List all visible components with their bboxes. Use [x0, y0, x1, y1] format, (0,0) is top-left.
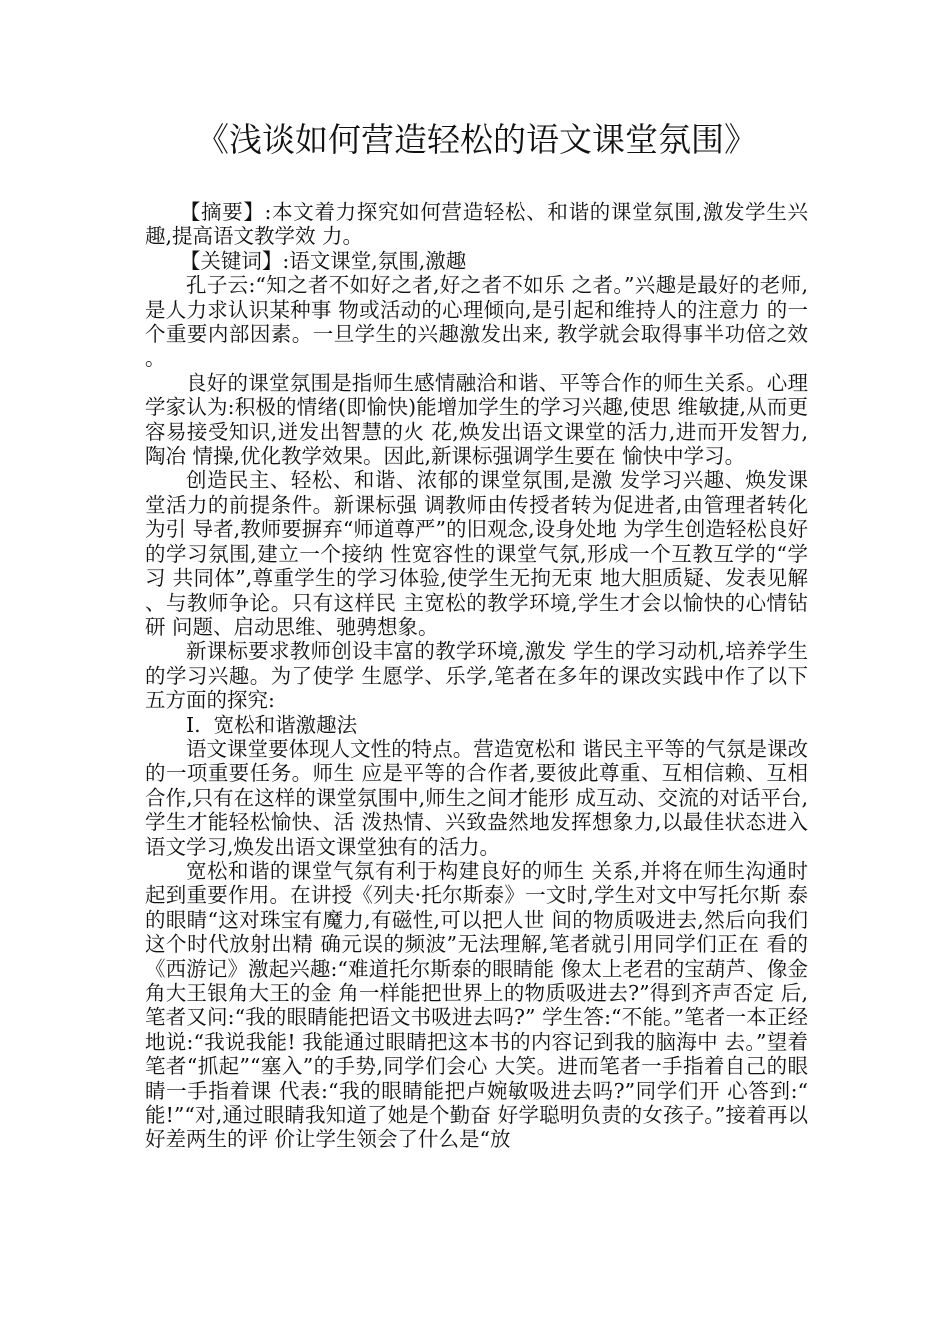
section-heading: I. 宽松和谐激趣法 [186, 712, 358, 737]
body-paragraph: 良好的课堂氛围是指师生感情融洽和谐、平等合作的师生关系。心理学家认为:积极的情绪(即愉快)能增加学生的学习兴趣,使思 维敏捷,从而更容易接受知识,迸发出智慧的火 花,焕发出语文课堂的活力,进而开发智力,陶冶 情操,优化教学效果。因此,新课标强调学生要在 愉快中学习。 [145, 370, 808, 469]
section-paragraph: 语文课堂要体现人文性的特点。营造宽松和 谐民主平等的气氛是课改的一项重要任务。师生 应是平等的合作者,要彼此尊重、互相信赖、互相 合作,只有在这样的课堂氛围中,师生之间才能形 成互动、交流的对话平台,学生才能轻松愉快、活 泼热情、兴致盎然地发挥想象力,以最佳状态进入 语文学习,焕发出语文课堂独有的活力。 [145, 736, 808, 859]
body-paragraph: 新课标要求教师创设丰富的教学环境,激发 学生的学习动机,培养学生的学习兴趣。为了使学 生愿学、乐学,笔者在多年的课改实践中作了以下 五方面的探究: [145, 639, 808, 713]
document-title: 《浅谈如何营造轻松的语文课堂氛围》 [196, 120, 757, 159]
keywords-paragraph: 【关键词】:语文课堂,氛围,激趣 [179, 248, 467, 273]
body-paragraph: 孔子云:“知之者不如好之者,好之者不如乐 之者。”兴趣是最好的老师,是人力求认识某种事 物或活动的心理倾向,是引起和维持人的注意力 的一个重要内部因素。一旦学生的兴趣激发出来, 教学就会取得事半功倍之效。 [145, 273, 808, 371]
section-paragraph: 宽松和谐的课堂气氛有利于构建良好的师生 关系,并将在师生沟通时起到重要作用。在讲授《列夫·托尔斯泰》一文时,学生对文中写托尔斯 泰的眼睛“这对珠宝有魔力,有磁性,可以把人世 间的物质吸进去,然后向我们这个时代放射出精 确元误的频波”无法理解,笔者就引用同学们正在 看的《西游记》激起兴趣:“难道托尔斯泰的眼睛能 像太上老君的宝葫芦、像金角大王银角大王的金 角一样能把世界上的物质吸进去?”得到齐声否定 后,笔者又问:“我的眼睛能把语文书吸进去吗?” 学生答:“不能。”笔者一本正经地说:“我说我能! 我能通过眼睛把这本书的内容记到我的脑海中 去。”望着笔者“抓起”“塞入”的手势,同学们会心 大笑。进而笔者一手指着自己的眼睛一手指着课 代表:“我的眼睛能把卢婉敏吸进去吗?”同学们开 心答到:“能!”“对,通过眼睛我知道了她是个勤奋 好学聪明负责的女孩子。”接着再以好差两生的评 价让学生领会了什么是“放 [145, 858, 808, 1152]
body-paragraph: 创造民主、轻松、和谐、浓郁的课堂氛围,是激 发学习兴趣、焕发课堂活力的前提条件。新课标强 调教师由传授者转为促进者,由管理者转化为引 导者,教师要摒弃“师道尊严”的旧观念,设身处地 为学生创造轻松良好的学习氛围,建立一个接纳 性宽容性的课堂气氛,形成一个互教互学的“学习 共同体”,尊重学生的学习体验,使学生无拘无束 地大胆质疑、发表见解、与教师争论。只有这样民 主宽松的教学环境,学生才会以愉快的心情钻研 问题、启动思维、驰骋想象。 [145, 468, 808, 639]
document-page [145, 118, 808, 1152]
abstract-paragraph: 【摘要】:本文着力探究如何营造轻松、和谐的课堂氛围,激发学生兴趣,提高语文教学效 力。 [145, 200, 808, 249]
